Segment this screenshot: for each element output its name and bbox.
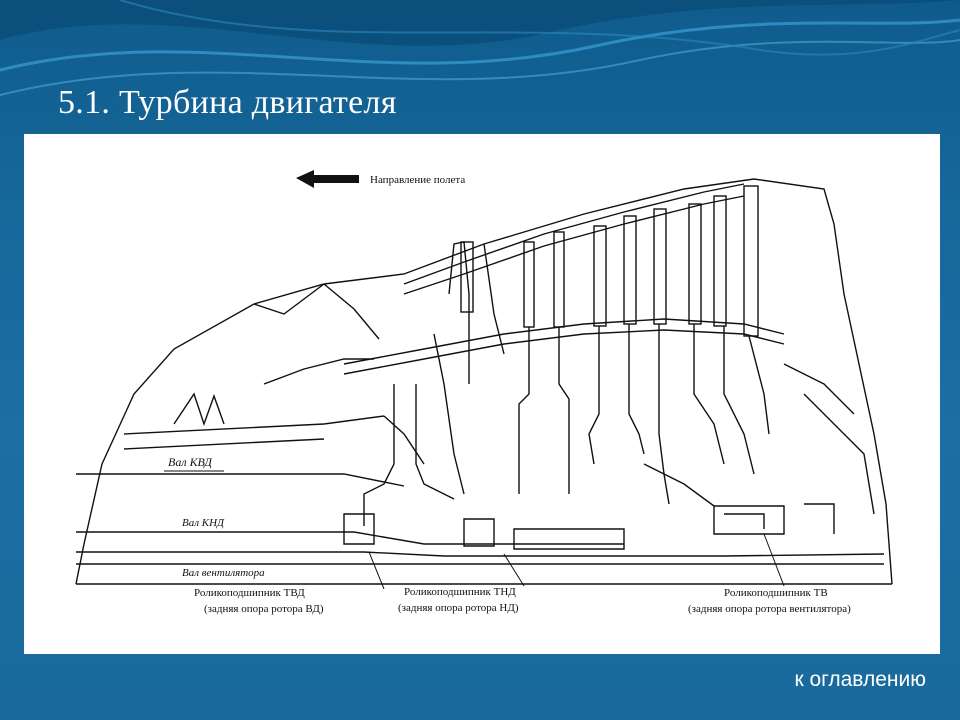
bearing-lpt-label-line1: Роликоподшипник ТНД — [404, 586, 516, 598]
shaft-hp-label: Вал КВД — [168, 455, 212, 469]
flight-direction-arrow — [296, 170, 359, 188]
turbine-diagram — [24, 134, 940, 654]
bearing-fan-label-line1: Роликоподшипник ТВ — [724, 587, 828, 599]
flight-direction-label: Направление полета — [370, 174, 466, 186]
turbine-diagram-panel — [24, 134, 940, 654]
bearing-lpt-label-line2: (задняя опора ротора НД) — [398, 602, 519, 614]
slide-title: 5.1. Турбина двигателя — [58, 84, 397, 121]
table-of-contents-link[interactable]: к оглавлению — [794, 668, 926, 691]
bearing-hpt-label-line2: (задняя опора ротора ВД) — [204, 603, 324, 615]
shaft-lp-label: Вал КНД — [182, 517, 225, 529]
bearing-hpt-label-line1: Роликоподшипник ТВД — [194, 587, 305, 599]
shaft-fan-label: Вал вентилятора — [182, 567, 265, 579]
bearing-fan-label-line2: (задняя опора ротора вентилятора) — [688, 603, 851, 615]
